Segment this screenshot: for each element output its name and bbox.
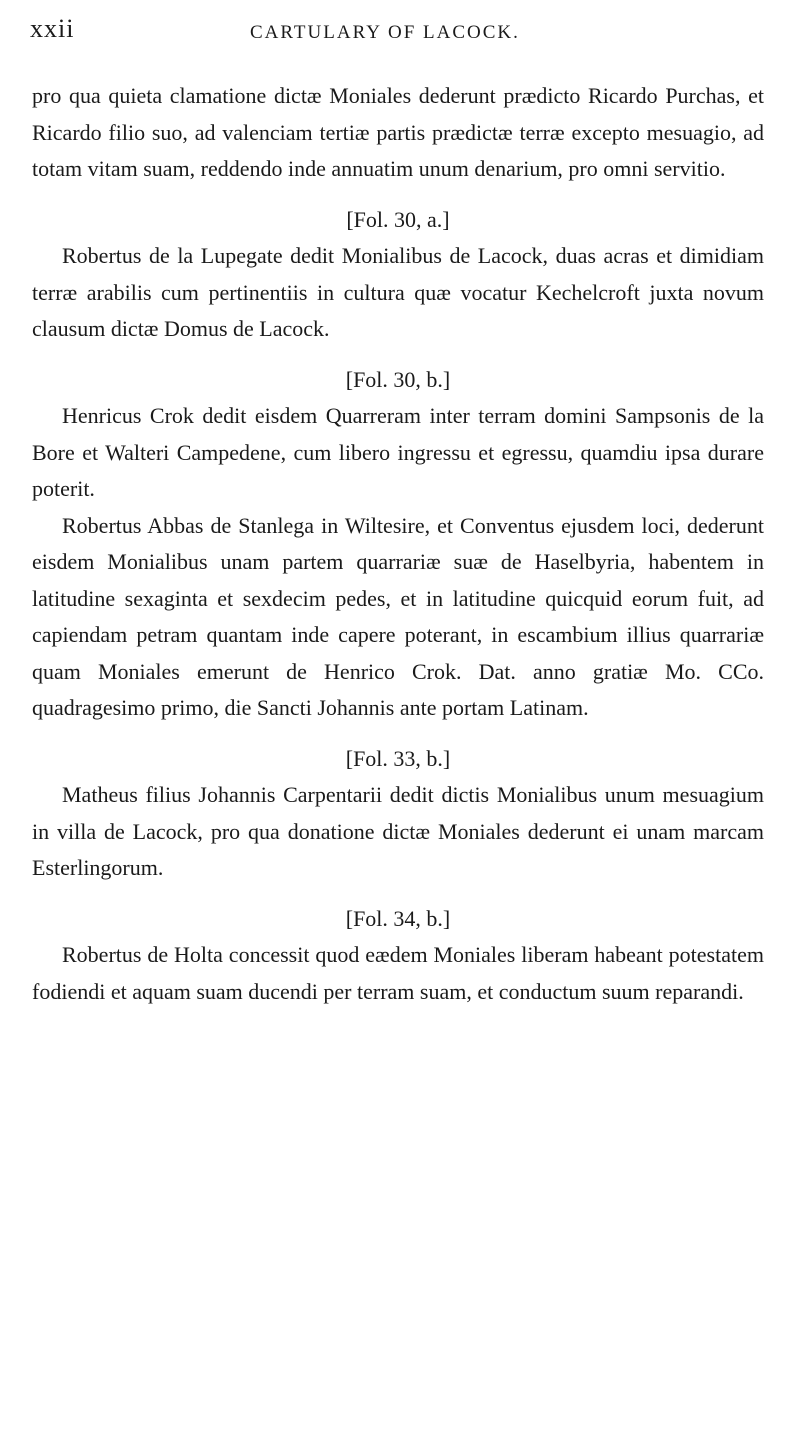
folio-heading-34b: [Fol. 34, b.] [345,905,451,931]
page-header [30,14,770,50]
page-body [32,78,764,1010]
page-number: xxii [30,14,75,43]
paragraph-matheus: Matheus filius Johannis Carpentarii dedit dictis Monialibus unum mesuagium in villa de Lacock, pro qua donatione dictæ Moniales dederunt ei unam marcam Esterlingorum. [32,782,764,880]
running-title: CARTULARY OF LACOCK. [250,22,520,43]
paragraph-holta: Robertus de Holta concessit quod eædem Moniales liberam habeant potestatem fodiendi et aquam suam ducendi per terram suam, et conductum suum reparandi. [32,942,764,1004]
paragraph-stanlega: Robertus Abbas de Stanlega in Wiltesire, et Conventus ejusdem loci, dederunt eisdem Monialibus unam partem quarrariæ suæ de Haselbyria, habentem in latitudine sexaginta et sexdecim pedes, et in latitudine quicquid eorum fuit, ad capiendam petram quantam inde capere poterant, in escambium illius quarrariæ quam Moniales emerunt de Henrico Crok. Dat. anno gratiæ Mo. CCo. quadragesimo primo, die Sancti Johannis ante portam Latinam. [32,512,764,720]
paragraph-lupegate: Robertus de la Lupegate dedit Monialibus de Lacock, duas acras et dimidiam terræ arabilis cum pertinentiis in cultura quæ vocatur Kechelcroft juxta novum clausum dictæ Domus de Lacock. [32,243,764,341]
paragraph-crok: Henricus Crok dedit eisdem Quarreram inter terram domini Sampsonis de la Bore et Walteri Campedene, cum libero ingressu et egressu, quamdiu ipsa durare poterit. [32,403,764,501]
paragraph-purchas: pro qua quieta clamatione dictæ Moniales dederunt prædicto Ricardo Purchas, et Ricardo filio suo, ad valenciam tertiæ partis prædictæ terræ excepto mesuagio, ad totam vitam suam, reddendo inde annuatim unum denarium, pro omni servitio. [32,83,764,181]
folio-heading-30a: [Fol. 30, a.] [346,206,450,232]
folio-heading-33b: [Fol. 33, b.] [345,745,451,771]
folio-heading-30b: [Fol. 30, b.] [345,366,451,392]
